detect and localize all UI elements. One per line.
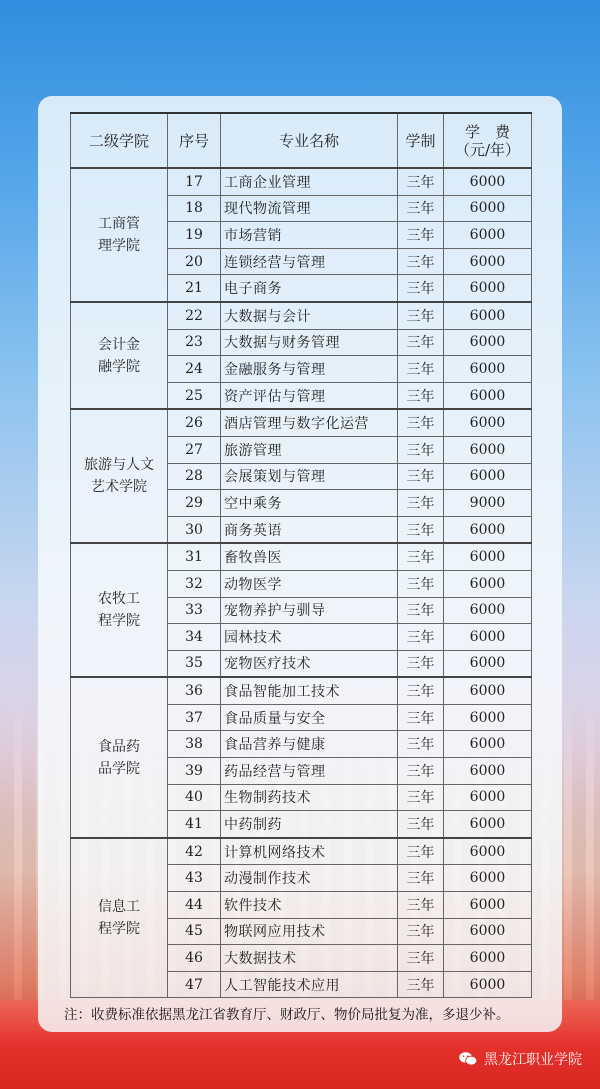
college-name-line2: 融学院: [98, 358, 140, 375]
duration-cell: 三年: [398, 516, 444, 543]
major-name: 电子商务: [221, 275, 398, 302]
fee-cell: 6000: [444, 302, 532, 329]
duration-cell: 三年: [398, 356, 444, 383]
major-name: 宠物养护与驯导: [221, 597, 398, 624]
major-name: 畜牧兽医: [221, 543, 398, 570]
major-name: 大数据与财务管理: [221, 329, 398, 356]
duration-cell: 三年: [398, 597, 444, 624]
row-no: 22: [168, 302, 221, 329]
duration-cell: 三年: [398, 811, 444, 838]
major-name: 工商企业管理: [221, 168, 398, 195]
fee-cell: 6000: [444, 248, 532, 275]
duration-cell: 三年: [398, 570, 444, 597]
fee-cell: 6000: [444, 865, 532, 892]
row-no: 17: [168, 168, 221, 195]
table-row: [71, 302, 532, 329]
watermark-text: 黑龙江职业学院: [484, 1052, 582, 1068]
duration-cell: 三年: [398, 892, 444, 919]
college-name-line1: 会计金: [98, 336, 140, 353]
fee-cell: 6000: [444, 677, 532, 704]
fee-cell: 6000: [444, 597, 532, 624]
duration-cell: 三年: [398, 650, 444, 677]
duration-cell: 三年: [398, 731, 444, 758]
table-row: [71, 409, 532, 436]
duration-cell: 三年: [398, 677, 444, 704]
fee-cell: 6000: [444, 945, 532, 972]
table-row: [71, 677, 532, 704]
table-row: [71, 838, 532, 865]
fee-cell: 6000: [444, 731, 532, 758]
row-no: 27: [168, 436, 221, 463]
fee-cell: 6000: [444, 811, 532, 838]
duration-cell: 三年: [398, 838, 444, 865]
major-name: 大数据技术: [221, 945, 398, 972]
row-no: 36: [168, 677, 221, 704]
duration-cell: 三年: [398, 436, 444, 463]
row-no: 35: [168, 650, 221, 677]
row-no: 28: [168, 463, 221, 490]
college-name-line2: 理学院: [98, 237, 140, 254]
row-no: 37: [168, 704, 221, 731]
major-name: 现代物流管理: [221, 195, 398, 222]
row-no: 23: [168, 329, 221, 356]
row-no: 26: [168, 409, 221, 436]
row-no: 25: [168, 382, 221, 409]
row-no: 40: [168, 784, 221, 811]
fee-cell: 6000: [444, 516, 532, 543]
duration-cell: 三年: [398, 168, 444, 195]
fee-table: [70, 112, 532, 998]
row-no: 44: [168, 892, 221, 919]
college-name-line1: 工商管: [98, 215, 140, 232]
header-duration: 学制: [398, 113, 444, 168]
fee-cell: 9000: [444, 490, 532, 517]
duration-cell: 三年: [398, 222, 444, 249]
row-no: 42: [168, 838, 221, 865]
row-no: 39: [168, 758, 221, 785]
fee-cell: 6000: [444, 409, 532, 436]
major-name: 人工智能技术应用: [221, 971, 398, 998]
fee-cell: 6000: [444, 543, 532, 570]
row-no: 41: [168, 811, 221, 838]
duration-cell: 三年: [398, 624, 444, 651]
major-name: 连锁经营与管理: [221, 248, 398, 275]
row-no: 18: [168, 195, 221, 222]
row-no: 45: [168, 918, 221, 945]
header-fee-line1: 学 费: [464, 122, 510, 141]
fee-note: 注：收费标准依据黑龙江省教育厅、财政厅、物价局批复为准，多退少补。: [64, 1007, 510, 1023]
fee-cell: 6000: [444, 195, 532, 222]
major-name: 商务英语: [221, 516, 398, 543]
header-fee-line2: （元/年）: [454, 140, 521, 159]
row-no: 24: [168, 356, 221, 383]
fee-cell: 6000: [444, 436, 532, 463]
fee-cell: 6000: [444, 704, 532, 731]
major-name: 园林技术: [221, 624, 398, 651]
major-name: 食品智能加工技术: [221, 677, 398, 704]
college-name-line1: 信息工: [98, 899, 140, 916]
college-name-line2: 品学院: [98, 760, 140, 777]
major-name: 会展策划与管理: [221, 463, 398, 490]
fee-cell: 6000: [444, 918, 532, 945]
row-no: 46: [168, 945, 221, 972]
major-name: 软件技术: [221, 892, 398, 919]
row-no: 31: [168, 543, 221, 570]
row-no: 33: [168, 597, 221, 624]
duration-cell: 三年: [398, 784, 444, 811]
fee-cell: 6000: [444, 624, 532, 651]
college-name-line2: 艺术学院: [91, 479, 147, 496]
fee-cell: 6000: [444, 329, 532, 356]
college-name-line1: 食品药: [98, 738, 140, 755]
duration-cell: 三年: [398, 275, 444, 302]
row-no: 32: [168, 570, 221, 597]
duration-cell: 三年: [398, 971, 444, 998]
major-name: 宠物医疗技术: [221, 650, 398, 677]
row-no: 29: [168, 490, 221, 517]
college-cell: [71, 543, 168, 677]
duration-cell: 三年: [398, 543, 444, 570]
fee-cell: 6000: [444, 168, 532, 195]
major-name: 生物制药技术: [221, 784, 398, 811]
fee-cell: 6000: [444, 570, 532, 597]
duration-cell: 三年: [398, 248, 444, 275]
fee-cell: 6000: [444, 758, 532, 785]
college-name-line2: 程学院: [98, 921, 140, 938]
college-name-line2: 程学院: [98, 613, 140, 630]
major-name: 药品经营与管理: [221, 758, 398, 785]
major-name: 酒店管理与数字化运营: [221, 409, 398, 436]
duration-cell: 三年: [398, 758, 444, 785]
watermark: [458, 1049, 582, 1069]
major-name: 中药制药: [221, 811, 398, 838]
major-name: 食品营养与健康: [221, 731, 398, 758]
header-fee: [444, 113, 532, 168]
duration-cell: 三年: [398, 865, 444, 892]
fee-cell: 6000: [444, 356, 532, 383]
row-no: 43: [168, 865, 221, 892]
major-name: 物联网应用技术: [221, 918, 398, 945]
fee-cell: 6000: [444, 463, 532, 490]
table-header-row: [71, 113, 532, 168]
college-cell: [71, 677, 168, 838]
duration-cell: 三年: [398, 409, 444, 436]
header-no: 序号: [168, 113, 221, 168]
duration-cell: 三年: [398, 195, 444, 222]
duration-cell: 三年: [398, 329, 444, 356]
table-row: [71, 543, 532, 570]
row-no: 47: [168, 971, 221, 998]
fee-cell: 6000: [444, 275, 532, 302]
college-cell: [71, 409, 168, 543]
college-name-line1: 旅游与人文: [84, 457, 154, 474]
fee-cell: 6000: [444, 382, 532, 409]
fee-cell: 6000: [444, 784, 532, 811]
duration-cell: 三年: [398, 918, 444, 945]
duration-cell: 三年: [398, 463, 444, 490]
college-name-line1: 农牧工: [98, 591, 140, 608]
major-name: 金融服务与管理: [221, 356, 398, 383]
fee-cell: 6000: [444, 838, 532, 865]
major-name: 大数据与会计: [221, 302, 398, 329]
duration-cell: 三年: [398, 945, 444, 972]
major-name: 动物医学: [221, 570, 398, 597]
header-college: 二级学院: [71, 113, 168, 168]
row-no: 20: [168, 248, 221, 275]
duration-cell: 三年: [398, 382, 444, 409]
duration-cell: 三年: [398, 302, 444, 329]
major-name: 旅游管理: [221, 436, 398, 463]
major-name: 计算机网络技术: [221, 838, 398, 865]
major-name: 市场营销: [221, 222, 398, 249]
header-major: 专业名称: [221, 113, 398, 168]
row-no: 34: [168, 624, 221, 651]
fee-cell: 6000: [444, 650, 532, 677]
wechat-icon: [458, 1051, 478, 1067]
row-no: 21: [168, 275, 221, 302]
major-name: 空中乘务: [221, 490, 398, 517]
major-name: 食品质量与安全: [221, 704, 398, 731]
fee-cell: 6000: [444, 971, 532, 998]
college-cell: [71, 302, 168, 409]
row-no: 30: [168, 516, 221, 543]
duration-cell: 三年: [398, 704, 444, 731]
table-row: [71, 168, 532, 195]
fee-cell: 6000: [444, 222, 532, 249]
major-name: 资产评估与管理: [221, 382, 398, 409]
row-no: 19: [168, 222, 221, 249]
duration-cell: 三年: [398, 490, 444, 517]
row-no: 38: [168, 731, 221, 758]
fee-cell: 6000: [444, 892, 532, 919]
major-name: 动漫制作技术: [221, 865, 398, 892]
table-body: [71, 168, 532, 998]
college-cell: [71, 838, 168, 998]
college-cell: [71, 168, 168, 302]
